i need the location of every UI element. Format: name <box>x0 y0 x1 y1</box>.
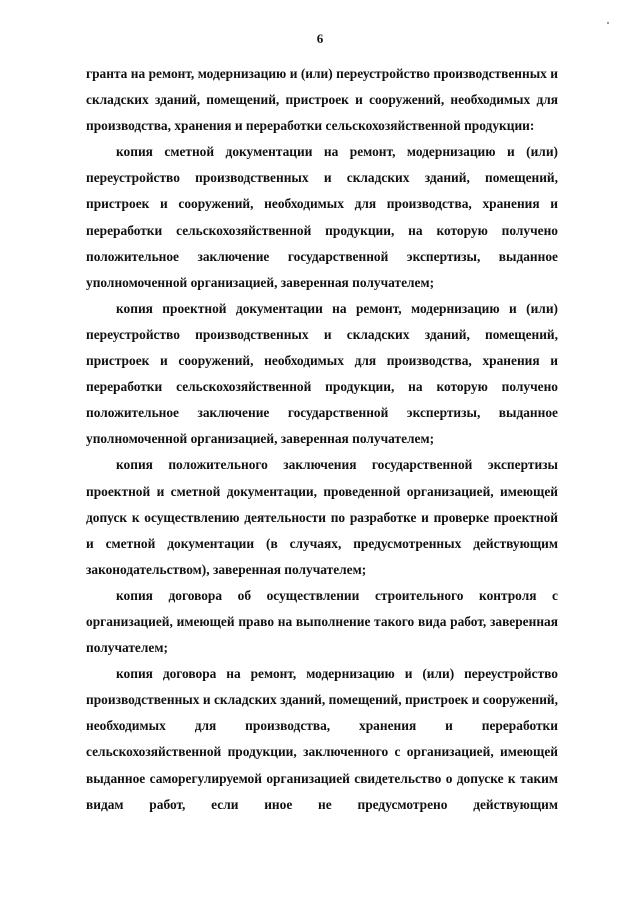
paragraph-continuation: гранта на ремонт, модернизацию и (или) переустройство производственных и складских зданий, помещений, пристроек и сооружений, необходимых для производства, хранения и переработки сельскохозяйственной продукции: <box>86 66 558 134</box>
document-body <box>86 61 558 818</box>
paragraph-repair-contract-copy: копия договора на ремонт, модернизацию и (или) переустройство производственных и складских зданий, помещений, пристроек и сооружений, необходимых для производства, хранения и переработки сельскохозяйственной продукции, заключенного с организацией, имеющей выданное саморегулируемой организацией свидетельство о допуске к таким видам работ, если иное не предусмотрено действующим <box>86 666 558 812</box>
paragraph-expertise-copy: копия положительного заключения государственной экспертизы проектной и сметной документации, проведенной организацией, имеющей допуск к осуществлению деятельности по разработке и проверке проектной и сметной документации (в случаях, предусмотренных действующим законодательством), заверенная получателем; <box>86 457 558 577</box>
page-number: 6 <box>316 31 324 46</box>
paragraph-project-copy: копия проектной документации на ремонт, модернизацию и (или) переустройство производственных и складских зданий, помещений, пристроек и сооружений, необходимых для производства, хранения и переработки сельскохозяйственной продукции, на которую получено положительное заключение государственной экспертизы, выданное уполномоченной организацией, заверенная получателем; <box>86 300 558 447</box>
paragraph-estimate-copy: копия сметной документации на ремонт, модернизацию и (или) переустройство производственных и складских зданий, помещений, пристроек и сооружений, необходимых для производства, хранения и переработки сельскохозяйственной продукции, на которую получено положительное заключение государственной экспертизы, выданное уполномоченной организацией, заверенная получателем; <box>86 144 558 290</box>
scan-speck <box>607 22 609 24</box>
paragraph-construction-control-copy: копия договора об осуществлении строительного контроля с организацией, имеющей право на выполнение такого вида работ, заверенная получателем; <box>86 587 558 656</box>
